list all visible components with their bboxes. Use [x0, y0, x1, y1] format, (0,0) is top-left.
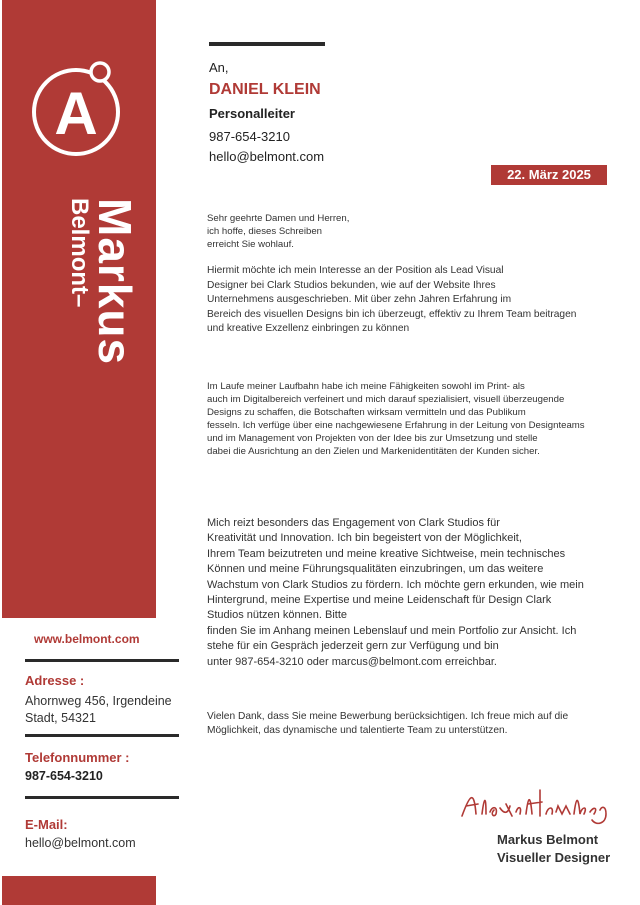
recipient-phone: 987-654-3210 [209, 129, 290, 144]
phone-label: Telefonnummer : [25, 750, 130, 765]
recipient-name: DANIEL KLEIN [209, 81, 321, 98]
date-badge: 22. März 2025 [491, 165, 607, 185]
footer-bar [2, 876, 156, 905]
paragraph-2: Im Laufe meiner Laufbahn habe ich meine Fähigkeiten sowohl im Print- als auch im Digitalbereich verfeinert und mich darauf spezialisiert, visuell überzeugende Designs zu schaffen, die Botschaften wirksam vermitteln und das Publikum fesseln. Ich verfüge über eine nachgewiesene Erfahrung in der Leitung von Designteams und im Management von Projekten von der Idee bis zur Umsetzung und stelle dabei die Ausrichtung an den Zielen und Markenidentitäten der Kunden sicher. [207, 381, 585, 457]
phone-value: 987-654-3210 [25, 769, 103, 783]
header-rule [209, 42, 325, 46]
email-label: E-Mail: [25, 817, 68, 832]
handwritten-signature [456, 784, 616, 828]
vertical-name [0, 0, 158, 618]
signer-name: Markus Belmont [497, 832, 599, 847]
recipient-to: An, [209, 60, 229, 75]
address-line-2: Stadt, 54321 [25, 711, 96, 725]
closing-paragraph: Vielen Dank, dass Sie meine Bewerbung berücksichtigen. Ich freue mich auf die Möglichkeit, das dynamische und talentierte Team zu unterstützen. [207, 711, 569, 736]
greeting: Sehr geehrte Damen und Herren, ich hoffe, dieses Schreiben erreicht Sie wohlauf. [207, 213, 350, 250]
last-name: Belmont– [66, 198, 93, 308]
logo-letter: A [54, 80, 98, 147]
divider [25, 659, 179, 662]
divider [25, 796, 179, 799]
address-line-1: Ahornweg 456, Irgendeine [25, 694, 172, 708]
address-label: Adresse : [25, 673, 85, 688]
recipient-title: Personalleiter [209, 106, 295, 121]
email-value[interactable]: hello@belmont.com [25, 836, 136, 850]
website-link[interactable]: www.belmont.com [34, 632, 140, 646]
first-name: Markus [89, 198, 141, 366]
divider [25, 734, 179, 737]
signer-role: Visueller Designer [497, 850, 611, 865]
recipient-email[interactable]: hello@belmont.com [209, 149, 325, 164]
paragraph-1: Hiermit möchte ich mein Interesse an der Position als Lead Visual Designer bei Clark Studios bekunden, wie auf der Website Ihres Unternehmens ausgeschrieben. Mit über zehn Jahren Erfahrung im Bereich des visuellen Designs bin ich überzeugt, effektiv zu Ihrem Team beitragen und kreative Exzellenz einbringen zu können [207, 265, 577, 334]
paragraph-3: Mich reizt besonders das Engagement von Clark Studios für Kreativität und Innovation. Ich bin begeistert von der Möglichkeit, Ihrem Team beizutreten und meine kreative Sichtweise, mein technisches Können und meine Führungsqualitäten einzubringen, um das weitere Wachstum von Clark Studios zu fördern. Ich möchte gern erkunden, wie mein Hintergrund, meine Expertise und meine Leidenschaft für Design Clark Studios nützen können. Bitte finden Sie im Anhang meinen Lebenslauf und mein Portfolio zur Ansicht. Ich stehe für ein Gespräch jederzeit gern zur Verfügung und bin unter 987-654-3210 oder marcus@belmont.com erreichbar. [207, 517, 584, 668]
